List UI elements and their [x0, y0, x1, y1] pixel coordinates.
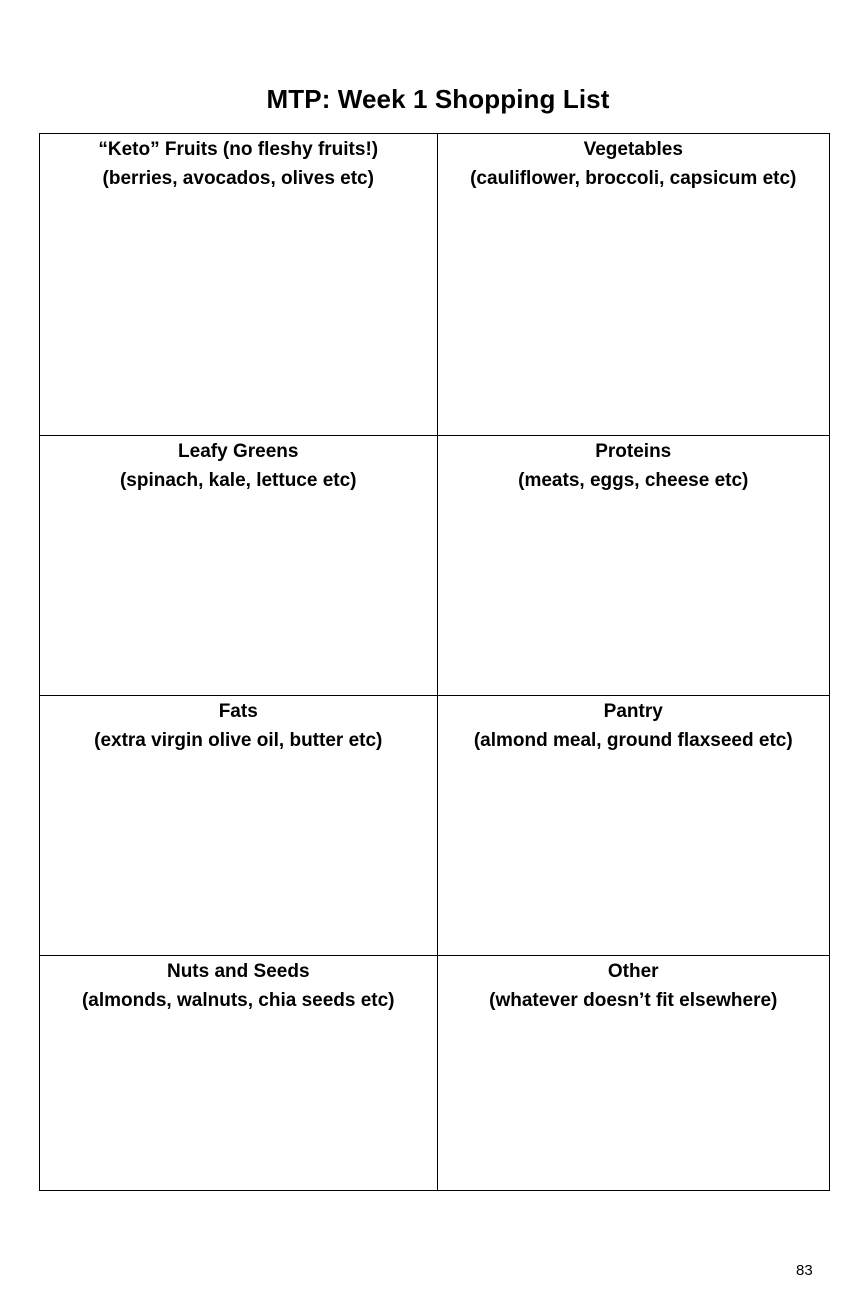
category-hint: (berries, avocados, olives etc): [102, 168, 374, 189]
category-cell-pantry[interactable]: [437, 696, 830, 956]
category-cell-nuts-and-seeds[interactable]: [40, 956, 438, 1191]
category-heading: Nuts and Seeds: [166, 961, 310, 982]
category-heading: “Keto” Fruits (no fleshy fruits!): [98, 139, 379, 160]
shopping-list-grid: [39, 133, 830, 1191]
category-heading: Leafy Greens: [178, 441, 299, 462]
category-cell-vegetables[interactable]: [437, 134, 830, 436]
category-hint: (extra virgin olive oil, butter etc): [94, 730, 383, 751]
category-hint: (spinach, kale, lettuce etc): [119, 470, 357, 491]
category-heading: Proteins: [595, 441, 672, 462]
page-title: MTP: Week 1 Shopping List: [266, 84, 610, 114]
category-heading: Pantry: [603, 701, 663, 722]
category-cell-fats[interactable]: [40, 696, 438, 956]
page-number: 83: [796, 1262, 813, 1279]
grid-row: [40, 436, 830, 696]
category-hint: (cauliflower, broccoli, capsicum etc): [470, 168, 797, 189]
category-cell-other[interactable]: [437, 956, 830, 1191]
grid-row: [40, 956, 830, 1191]
category-cell-proteins[interactable]: [437, 436, 830, 696]
grid-row: [40, 696, 830, 956]
category-cell-leafy-greens[interactable]: [40, 436, 438, 696]
category-heading: Other: [607, 961, 659, 982]
category-hint: (almonds, walnuts, chia seeds etc): [81, 990, 395, 1011]
category-hint: (meats, eggs, cheese etc): [518, 470, 749, 491]
category-heading: Fats: [218, 701, 258, 722]
category-cell-keto-fruits[interactable]: [40, 134, 438, 436]
category-hint: (almond meal, ground flaxseed etc): [473, 730, 793, 751]
category-hint: (whatever doesn’t fit elsewhere): [489, 990, 778, 1011]
category-heading: Vegetables: [583, 139, 683, 160]
grid-row: [40, 134, 830, 436]
